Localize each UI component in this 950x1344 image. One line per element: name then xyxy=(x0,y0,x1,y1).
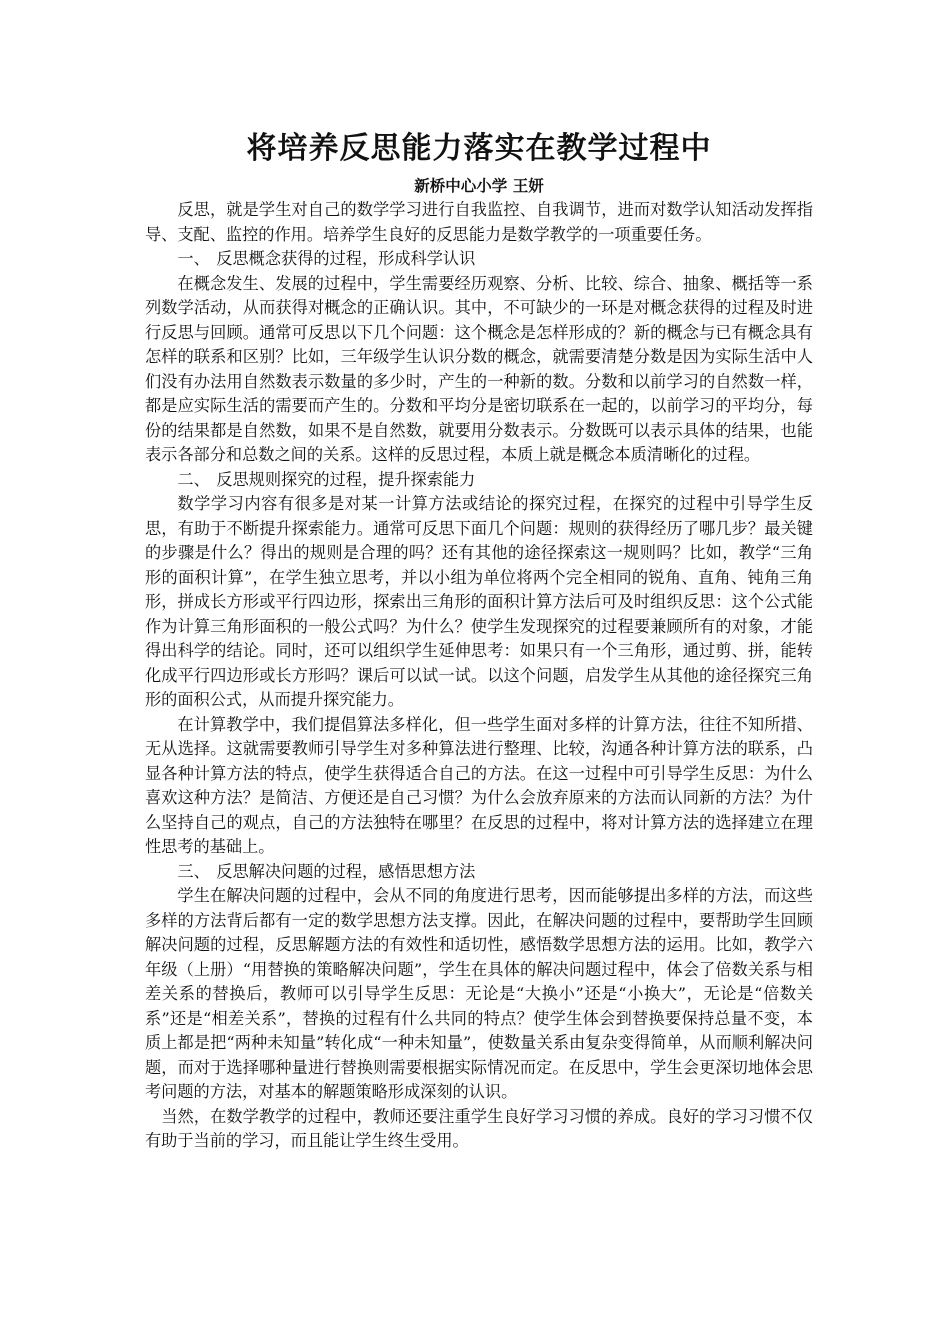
section-heading-1 xyxy=(145,247,813,272)
section-number-2: 二、 xyxy=(177,469,210,489)
section-heading-3 xyxy=(145,860,813,885)
section-heading-text-3: 反思解决问题的过程，感悟思想方法 xyxy=(216,861,476,881)
section-heading-text-1: 反思概念获得的过程，形成科学认识 xyxy=(216,249,476,268)
document-page xyxy=(145,128,813,1154)
section-heading-2 xyxy=(145,468,813,493)
section-number-1: 一、 xyxy=(177,249,210,268)
intro-paragraph: 反思，就是学生对自己的数学学习进行自我监控、自我调节，进而对数学认知活动发挥指导、支配、监控的作用。培养学生良好的反思能力是数学教学的一项重要任务。 xyxy=(145,200,813,244)
document-title: 将培养反思能力落实在教学过程中 xyxy=(246,131,712,166)
section-heading-text-2: 反思规则探究的过程，提升探索能力 xyxy=(216,469,476,489)
section-1-paragraph-1: 在概念发生、发展的过程中，学生需要经历观察、分析、比较、综合、抽象、概括等一系列数学活动，从而获得对概念的正确认识。其中，不可缺少的一环是对概念获得的过程及时进行反思与回顾。通常可反思以下几个问题：这个概念是怎样形成的？新的概念与已有概念具有怎样的联系和区别？比如，三年级学生认识分数的概念，就需要清楚分数是因为实际生活中人们没有办法用自然数表示数量的多少时，产生的一种新的数。分数和以前学习的自然数一样，都是应实际生活的需要而产生的。分数和平均分是密切联系在一起的，以前学习的平均分，每份的结果都是自然数，如果不是自然数，就要用分数表示。分数既可以表示具体的结果，也能表示各部分和总数之间的关系。这样的反思过程，本质上就是概念本质清晰化的过程。 xyxy=(145,273,813,464)
section-2-paragraph-2: 在计算教学中，我们提倡算法多样化，但一些学生面对多样的计算方法，往往不知所措、无从选择。这就需要教师引导学生对多种算法进行整理、比较，沟通各种计算方法的联系，凸显各种计算方法的特点，使学生获得适合自己的方法。在这一过程中可引导学生反思：为什么喜欢这种方法？是简洁、方便还是自己习惯？为什么会放弃原来的方法而认同新的方法？为什么坚持自己的观点，自己的方法独特在哪里？在反思的过程中，将对计算方法的选择建立在理性思考的基础上。 xyxy=(145,714,813,856)
section-2-paragraph-1: 数学学习内容有很多是对某一计算方法或结论的探究过程，在探究的过程中引导学生反思，有助于不断提升探索能力。通常可反思下面几个问题：规则的获得经历了哪几步？最关键的步骤是什么？得出的规则是合理的吗？还有其他的途径探索这一规则吗？比如，教学“三角形的面积计算”，在学生独立思考，并以小组为单位将两个完全相同的锐角、直角、钝角三角形，拼成长方形或平行四边形，探索出三角形的面积计算方法后可及时组织反思：这个公式能作为计算三角形面积的一般公式吗？为什么？使学生发现探究的过程要兼顾所有的对象，才能得出科学的结论。同时，还可以组织学生延伸思考：如果只有一个三角形，通过剪、拼，能转化成平行四边形或长方形吗？课后可以试一试。以这个问题，启发学生从其他的途径探究三角形的面积公式，从而提升探究能力。 xyxy=(145,494,813,709)
section-number-3: 三、 xyxy=(177,861,210,881)
closing-paragraph: 当然，在数学教学的过程中，教师还要注重学生良好学习习惯的养成。良好的学习习惯不仅有助于当前的学习，而且能让学生终生受用。 xyxy=(145,1106,813,1150)
section-3-paragraph-1: 学生在解决问题的过程中，会从不同的角度进行思考，因而能够提出多样的方法，而这些多样的方法背后都有一定的数学思想方法支撑。因此，在解决问题的过程中，要帮助学生回顾解决问题的过程，反思解题方法的有效性和适切性，感悟数学思想方法的运用。比如，教学六年级（上册）“用替换的策略解决问题”，学生在具体的解决问题过程中，体会了倍数关系与相差关系的替换后，教师可以引导学生反思：无论是“大换小”还是“小换大”，无论是“倍数关系”还是“相差关系”，替换的过程有什么共同的特点？使学生体会到替换要保持总量不变，本质上都是把“两种未知量”转化成“一种未知量”，使数量关系由复杂变得简单，从而顺利解决问题，而对于选择哪种量进行替换则需要根据实际情况而定。在反思中，学生会更深切地体会思考问题的方法，对基本的解题策略形成深刻的认识。 xyxy=(145,886,813,1101)
author-byline: 新桥中心小学 王妍 xyxy=(414,177,544,195)
